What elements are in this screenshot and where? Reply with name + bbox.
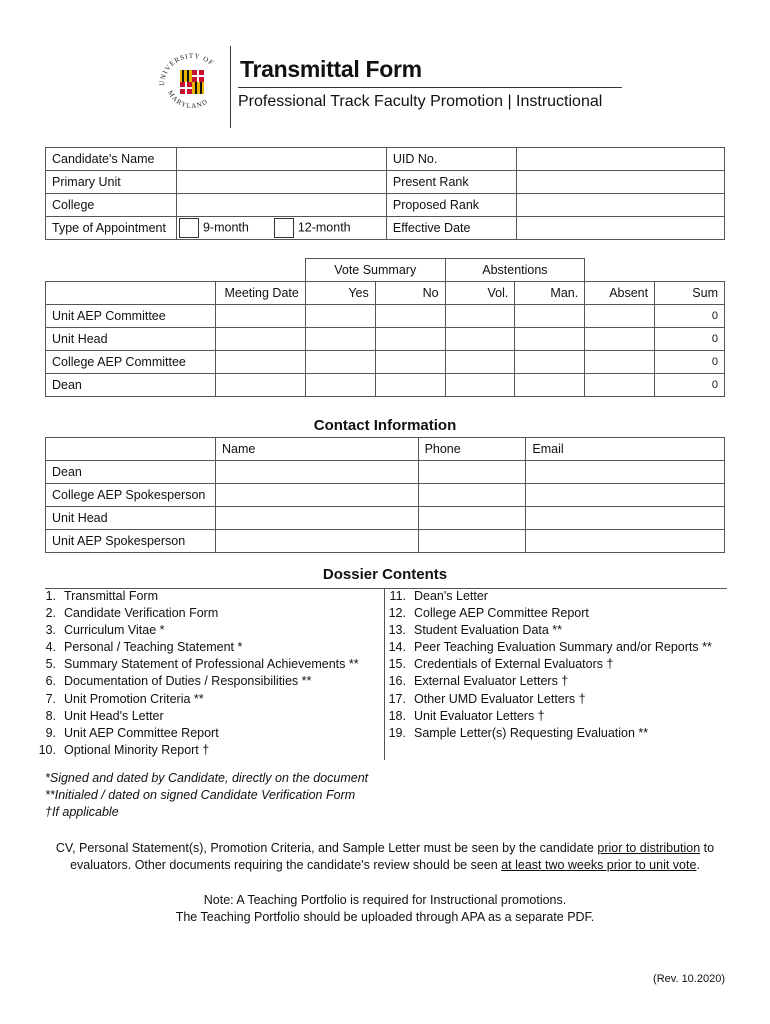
vol-field[interactable]: [445, 374, 515, 397]
svg-text:MARYLAND: MARYLAND: [166, 89, 210, 111]
nine-month-checkbox[interactable]: [179, 218, 199, 238]
col-email: Email: [526, 438, 725, 461]
row-label: Dean: [46, 374, 216, 397]
no-field[interactable]: [375, 374, 445, 397]
footnote-applicable: †If applicable: [45, 805, 119, 819]
table-row: [46, 374, 725, 397]
appointment-label: Type of Appointment: [46, 217, 177, 240]
sum-value: 0: [655, 305, 725, 328]
yes-field[interactable]: [305, 328, 375, 351]
primary-unit-field[interactable]: [176, 171, 386, 194]
name-field[interactable]: [215, 484, 418, 507]
absent-field[interactable]: [585, 328, 655, 351]
row-label: College AEP Committee: [46, 351, 216, 374]
name-field[interactable]: [215, 461, 418, 484]
email-field[interactable]: [526, 484, 725, 507]
absent-field[interactable]: [585, 305, 655, 328]
man-field[interactable]: [515, 351, 585, 374]
vote-summary-table: [45, 258, 725, 397]
college-field[interactable]: [176, 194, 386, 217]
page-title: Transmittal Form: [240, 56, 422, 82]
proposed-rank-field[interactable]: [516, 194, 724, 217]
no-field[interactable]: [375, 328, 445, 351]
college-label: College: [46, 194, 177, 217]
table-row: [46, 351, 725, 374]
list-item: 8. Unit Head's Letter: [45, 708, 164, 723]
candidate-name-field[interactable]: [176, 148, 386, 171]
dossier-section-title: Dossier Contents: [322, 566, 448, 583]
vol-field[interactable]: [445, 305, 515, 328]
yes-field[interactable]: [305, 351, 375, 374]
dossier-list-right: [380, 588, 712, 742]
list-item: 13. Student Evaluation Data **: [388, 623, 563, 638]
vol-field[interactable]: [445, 351, 515, 374]
yes-field[interactable]: [305, 305, 375, 328]
revision-label: (Rev. 10.2020): [653, 973, 725, 985]
list-item: 18. Unit Evaluator Letters †: [388, 708, 545, 723]
list-item: 10. Optional Minority Report †: [38, 742, 210, 757]
row-label: Unit Head: [46, 328, 216, 351]
col-man: Man.: [515, 282, 585, 305]
sum-value: 0: [655, 351, 725, 374]
present-rank-field[interactable]: [516, 171, 724, 194]
man-field[interactable]: [515, 305, 585, 328]
teaching-portfolio-note: Note: A Teaching Portfolio is required for Instructional promotions. The Teaching Portfolio should be uploaded through APA as a separate PDF.: [175, 893, 595, 924]
nine-month-label: 9-month: [202, 220, 249, 235]
vol-field[interactable]: [445, 328, 515, 351]
list-item: 16. External Evaluator Letters †: [388, 674, 569, 689]
absent-field[interactable]: [585, 351, 655, 374]
email-field[interactable]: [526, 461, 725, 484]
list-item: 9. Unit AEP Committee Report: [45, 725, 219, 740]
phone-field[interactable]: [418, 507, 526, 530]
table-row: [46, 507, 725, 530]
list-item: 4. Personal / Teaching Statement *: [45, 640, 243, 655]
sum-value: 0: [655, 374, 725, 397]
table-row: [46, 328, 725, 351]
list-item: 15. Credentials of External Evaluators †: [388, 657, 614, 672]
title-rule: [238, 87, 622, 88]
row-label: Unit AEP Committee: [46, 305, 216, 328]
email-field[interactable]: [526, 530, 725, 553]
meeting-date-field[interactable]: [215, 351, 305, 374]
dossier-list-left: [30, 588, 359, 759]
name-field[interactable]: [215, 530, 418, 553]
phone-field[interactable]: [418, 530, 526, 553]
col-absent: Absent: [585, 282, 655, 305]
list-item: 3. Curriculum Vitae *: [45, 623, 165, 638]
table-row: [46, 461, 725, 484]
present-rank-label: Present Rank: [386, 171, 516, 194]
list-item: 14. Peer Teaching Evaluation Summary and/or Reports **: [388, 640, 712, 655]
header-divider: [230, 46, 231, 128]
phone-field[interactable]: [418, 484, 526, 507]
list-item: 2. Candidate Verification Form: [45, 606, 219, 621]
table-row: [46, 484, 725, 507]
list-item: 7. Unit Promotion Criteria **: [45, 691, 204, 706]
absent-field[interactable]: [585, 374, 655, 397]
table-row: [46, 305, 725, 328]
col-phone: Phone: [418, 438, 526, 461]
meeting-date-field[interactable]: [215, 374, 305, 397]
appointment-options: [176, 217, 386, 240]
yes-field[interactable]: [305, 374, 375, 397]
vote-summary-header: Vote Summary: [305, 259, 445, 282]
abstentions-header: Abstentions: [445, 259, 585, 282]
col-meeting-date: Meeting Date: [215, 282, 305, 305]
primary-unit-label: Primary Unit: [46, 171, 177, 194]
name-field[interactable]: [215, 507, 418, 530]
col-yes: Yes: [305, 282, 375, 305]
candidate-info-table: [45, 147, 725, 240]
twelve-month-label: 12-month: [297, 220, 351, 235]
list-item: 1. Transmittal Form: [45, 589, 158, 603]
list-item: 17. Other UMD Evaluator Letters †: [388, 691, 586, 706]
contact-table: [45, 437, 725, 553]
effective-date-label: Effective Date: [386, 217, 516, 240]
proposed-rank-label: Proposed Rank: [386, 194, 516, 217]
contact-section-title: Contact Information: [313, 417, 457, 434]
list-item: 12. College AEP Committee Report: [388, 606, 589, 621]
col-sum: Sum: [655, 282, 725, 305]
uid-field[interactable]: [516, 148, 724, 171]
email-field[interactable]: [526, 507, 725, 530]
row-label: Unit Head: [46, 507, 216, 530]
twelve-month-checkbox[interactable]: [274, 218, 294, 238]
meeting-date-field[interactable]: [215, 328, 305, 351]
row-label: Unit AEP Spokesperson: [46, 530, 216, 553]
list-item: 11. Dean's Letter: [389, 589, 488, 603]
list-item: 5. Summary Statement of Professional Achievements **: [45, 657, 359, 672]
no-field[interactable]: [375, 305, 445, 328]
review-instructions: CV, Personal Statement(s), Promotion Criteria, and Sample Letter must be seen by the candidate prior to distribution to evaluators. Other documents requiring the candidate's review should be seen at least two weeks prior to unit vote.: [55, 841, 715, 872]
sum-value: 0: [655, 328, 725, 351]
footnote-initialed: **Initialed / dated on signed Candidate Verification Form: [45, 788, 356, 802]
svg-text:UNIVERSITY OF: UNIVERSITY OF: [157, 51, 216, 87]
list-item: 19. Sample Letter(s) Requesting Evaluation **: [388, 725, 649, 740]
meeting-date-field[interactable]: [215, 305, 305, 328]
man-field[interactable]: [515, 328, 585, 351]
candidate-name-label: Candidate's Name: [46, 148, 177, 171]
phone-field[interactable]: [418, 461, 526, 484]
university-seal-logo: [154, 48, 230, 124]
list-item: 6. Documentation of Duties / Responsibilities **: [45, 674, 312, 689]
uid-label: UID No.: [386, 148, 516, 171]
col-name: Name: [215, 438, 418, 461]
col-no: No: [375, 282, 445, 305]
effective-date-field[interactable]: [516, 217, 724, 240]
row-label: College AEP Spokesperson: [46, 484, 216, 507]
row-label: Dean: [46, 461, 216, 484]
footnote-signed: *Signed and dated by Candidate, directly on the document: [45, 771, 369, 785]
man-field[interactable]: [515, 374, 585, 397]
no-field[interactable]: [375, 351, 445, 374]
page-subtitle: Professional Track Faculty Promotion | Instructional: [238, 93, 603, 110]
col-vol: Vol.: [445, 282, 515, 305]
table-row: [46, 530, 725, 553]
